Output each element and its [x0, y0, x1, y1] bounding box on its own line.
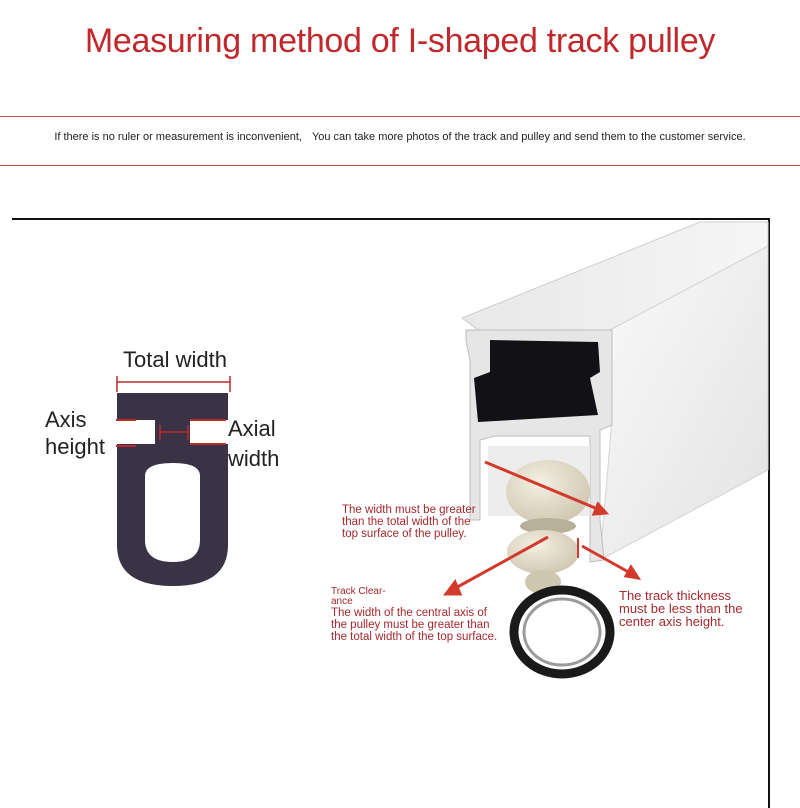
- thickness-line3: center axis height.: [619, 614, 725, 629]
- axial-width-label-line2: width: [228, 446, 280, 471]
- track-channel: [474, 340, 600, 422]
- note-width-line2: than the total width of the: [342, 516, 471, 528]
- clearance-title-line1: Track Clear-: [331, 586, 386, 597]
- clearance-title-line2: ance: [331, 596, 353, 607]
- note-track-thickness: [619, 589, 743, 628]
- thickness-line2: must be less than the: [619, 601, 743, 616]
- note-width-must-be-greater: [342, 504, 476, 540]
- clearance-line3: the total width of the top surface.: [331, 631, 498, 643]
- pulley-head: [506, 460, 590, 524]
- note-left-text: If there is no ruler or measurement is inconvenient,: [54, 131, 302, 143]
- clearance-line2: the pulley must be greater than: [331, 619, 490, 631]
- note-track-clearance-title: [331, 587, 386, 607]
- axis-height-label-line2: height: [45, 434, 105, 459]
- thickness-line1: The track thickness: [619, 588, 731, 603]
- clearance-line1: The width of the central axis of: [331, 607, 487, 619]
- axial-width-label-line1: Axial: [228, 416, 276, 441]
- note-track-clearance: [331, 607, 497, 643]
- total-width-label: Total width: [123, 347, 227, 372]
- note-width-line1: The width must be greater: [342, 504, 476, 516]
- axis-height-label-line1: Axis: [45, 407, 87, 432]
- note-width-line3: top surface of the pulley.: [342, 528, 467, 540]
- pulley-ring: [514, 590, 610, 674]
- note-right-text: You can take more photos of the track and pulley and send them to the customer service.: [311, 131, 746, 143]
- page-title: Measuring method of I-shaped track pulley: [84, 22, 716, 60]
